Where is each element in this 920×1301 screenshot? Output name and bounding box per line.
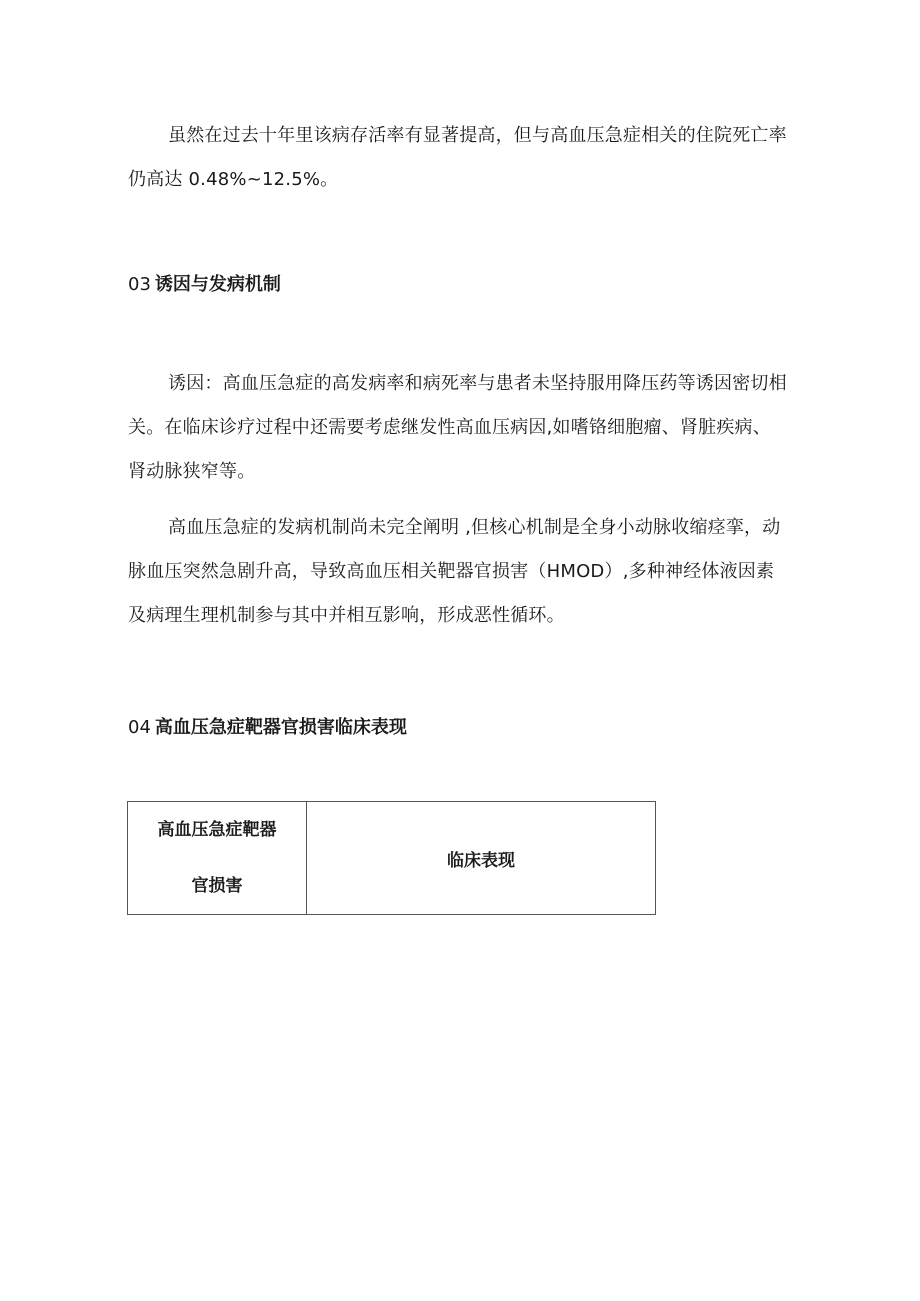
section-number: 03 (128, 274, 151, 295)
section-heading-03 (128, 272, 281, 298)
table-header-organ-line2: 官损害 (191, 876, 243, 896)
organ-damage-table (127, 801, 656, 915)
paragraph-mechanism: 高血压急症的发病机制尚未完全阐明 ,但核心机制是全身小动脉收缩痉挛，动脉血压突然急剧升高，导致高血压相关靶器官损害（HMOD）,多种神经体液因素及病理生理机制参与其中并相互影响，形成恶性循环。 (128, 517, 781, 626)
table-header-row (128, 802, 656, 915)
section-title: 高血压急症靶器官损害临床表现 (154, 717, 407, 738)
paragraph-mortality: 虽然在过去十年里该病存活率有显著提高，但与高血压急症相关的住院死亡率仍高达 0.48%~12.5%。 (128, 125, 787, 190)
table-header-clinical: 临床表现 (307, 802, 656, 915)
section-number: 04 (128, 717, 151, 738)
table-header-organ-line1: 高血压急症靶器 (157, 820, 277, 840)
section-title: 诱因与发病机制 (154, 274, 281, 295)
table-header-organ (128, 802, 307, 915)
paragraph-triggers: 诱因：高血压急症的高发病率和病死率与患者未坚持服用降压药等诱因密切相关。在临床诊疗过程中还需要考虑继发性高血压病因,如嗜铬细胞瘤、肾脏疾病、肾动脉狭窄等。 (128, 373, 787, 482)
section-heading-04 (128, 715, 407, 741)
